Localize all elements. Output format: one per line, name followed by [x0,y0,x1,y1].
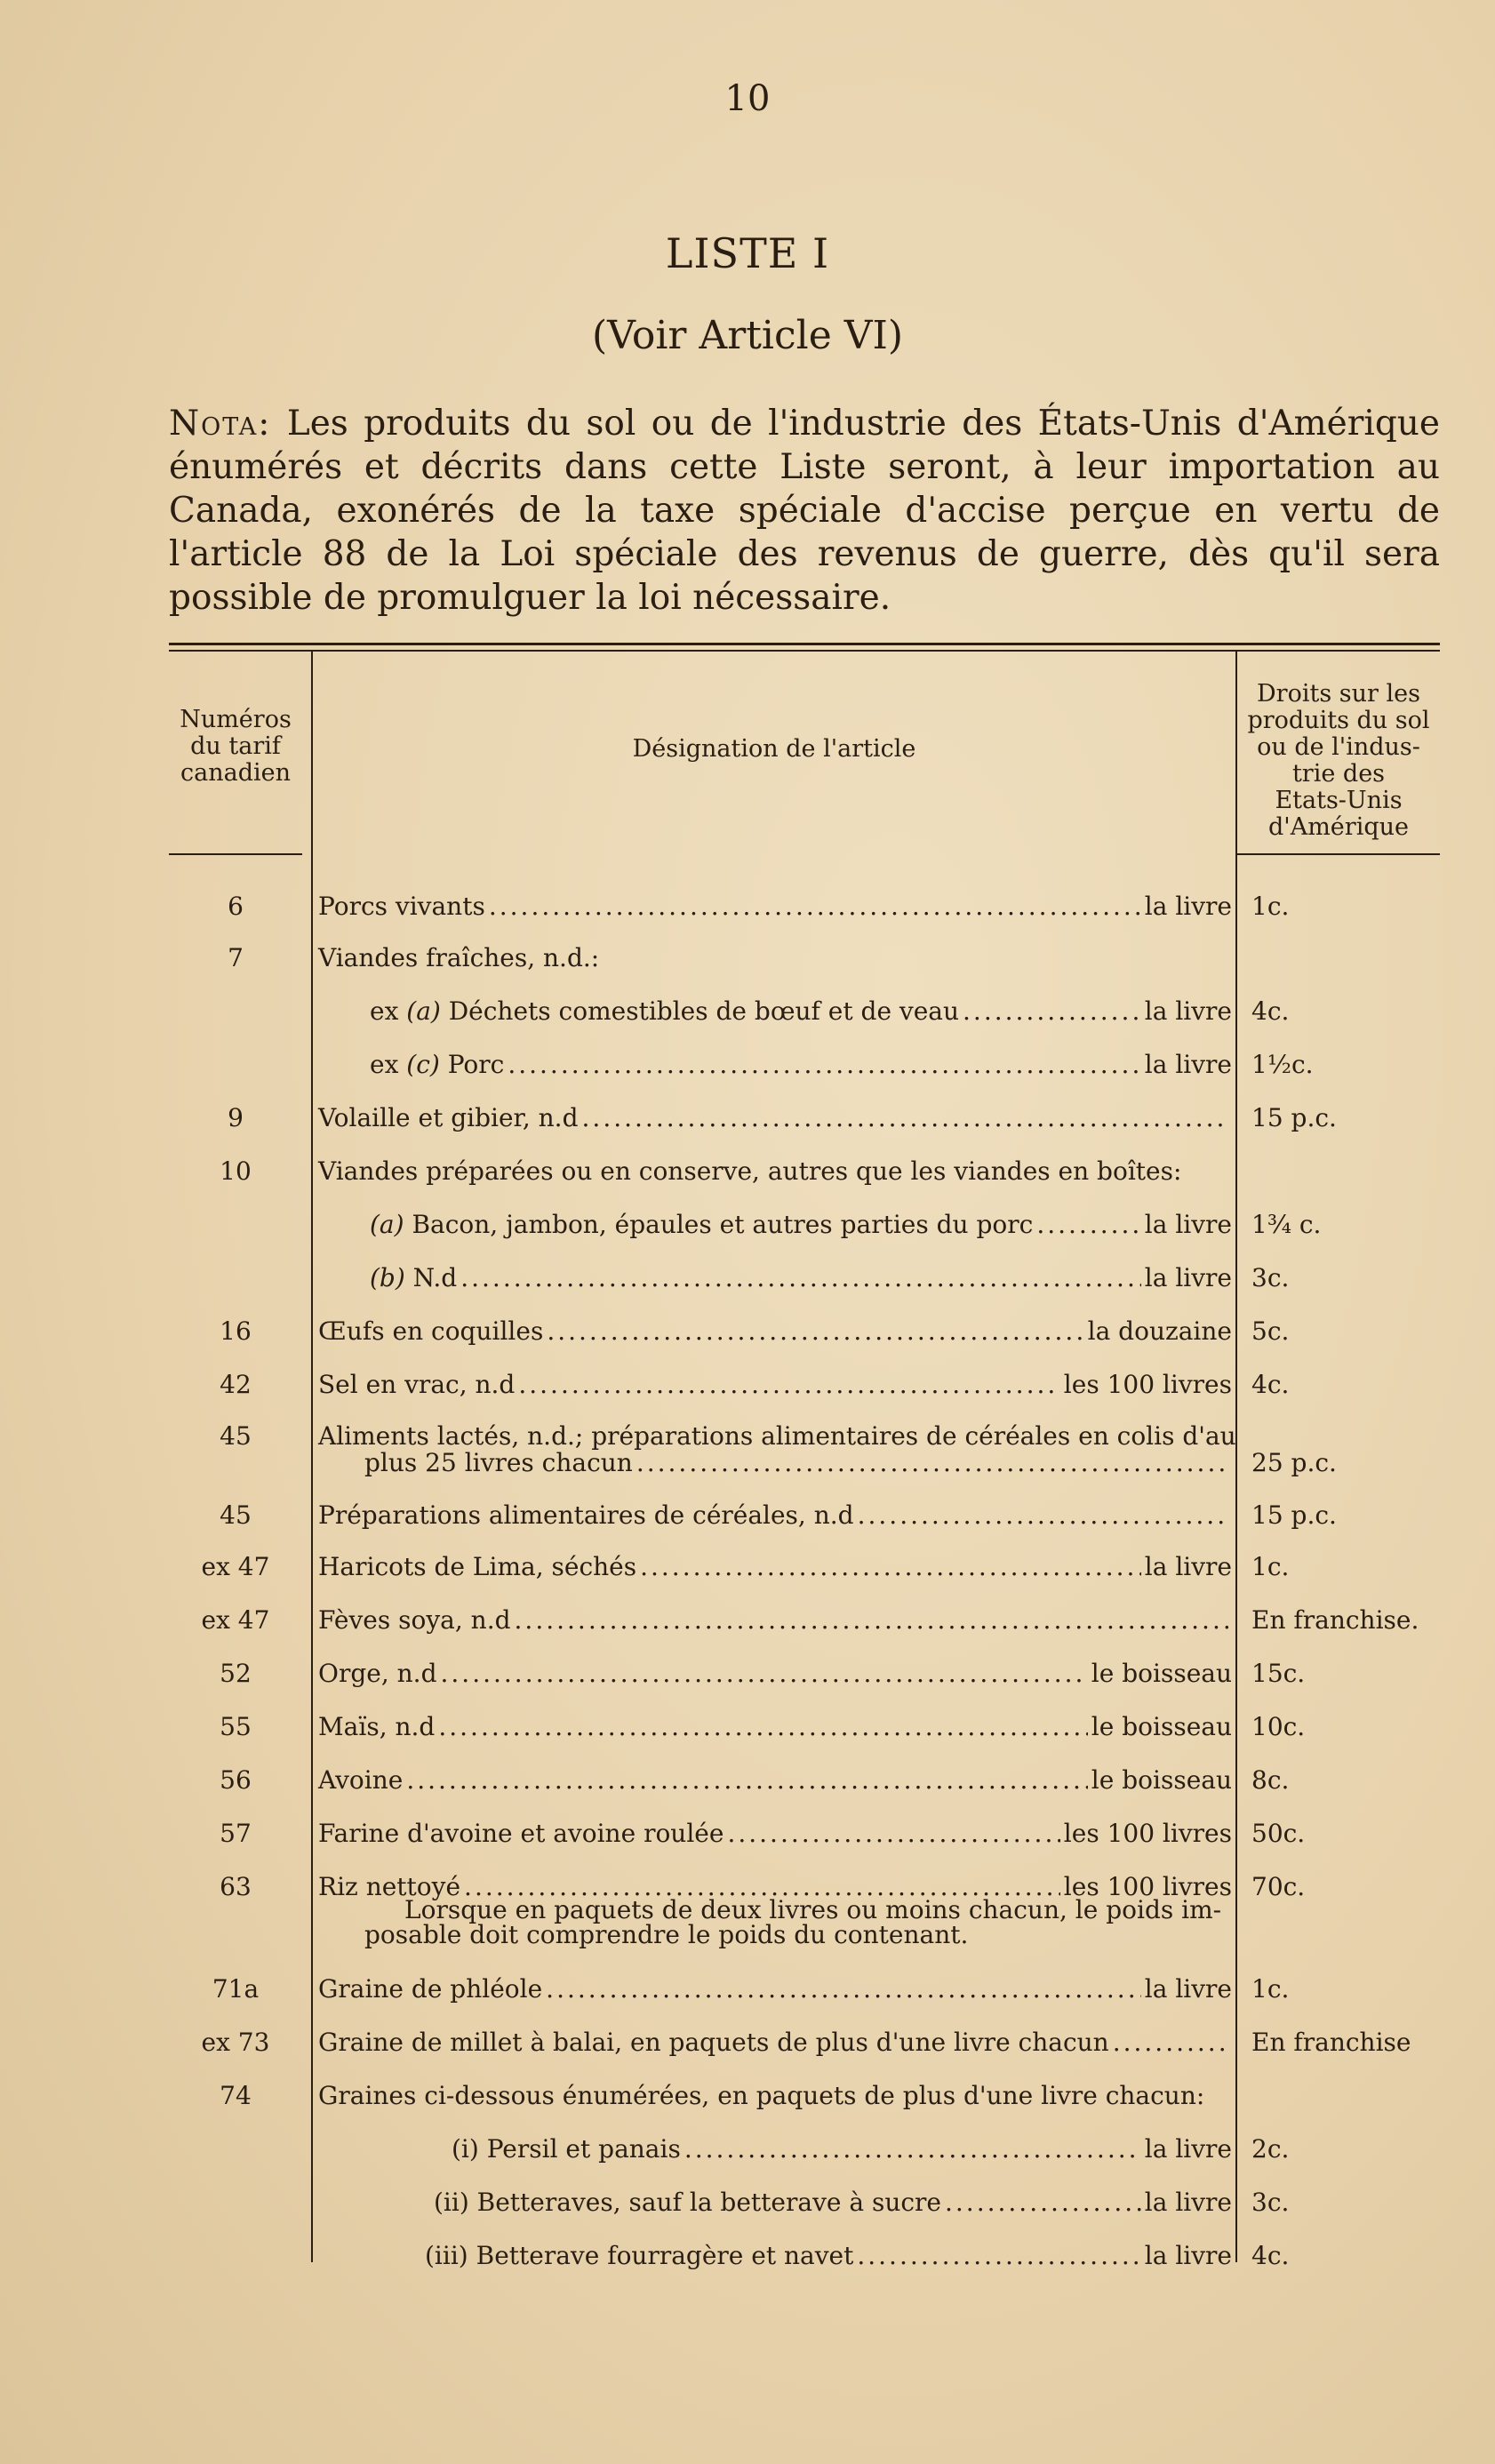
unit: les 100 livres [1063,1370,1232,1399]
designation-text: Graines ci-dessous énumérées, en paquets de plus d'une livre chacun: [318,2081,1205,2110]
header-line: Etats-Unis [1275,787,1403,814]
dot-leader [636,1450,1228,1476]
designation-text: (iii) Betterave fourragère et navet [425,2241,854,2270]
unit: le boisseau [1091,1712,1232,1741]
tariff-number: 7 [228,943,244,972]
dot-leader [489,893,1141,920]
unit: la livre [1144,2188,1232,2217]
designation-text: Farine d'avoine et avoine roulée [318,1819,724,1848]
designation-text: Viandes préparées ou en conserve, autres que les viandes en boîtes: [318,1156,1182,1186]
header-line: ou de l'indus- [1257,733,1420,761]
unit: la livre [1144,1974,1232,2004]
duty-rate: 50c. [1251,1819,1306,1848]
article-designation [318,1976,1232,2003]
nota-label: Nota: [169,404,272,444]
designation-text: Viandes fraîches, n.d.: [318,943,600,972]
nota-text: Les produits du sol ou de l'industrie des États-Unis d'Amérique énumérés et décrits dans cette Liste seront, à leur importation au Canada, exonérés de la taxe spéciale d'accise perçue en vertu de l'article 88 de la Loi spéciale des revenus de guerre, dès qu'il sera possible de promulguer la loi nécessaire. [169,404,1440,618]
dot-leader [508,1052,1140,1078]
designation-text: (i) Persil et panais [452,2134,681,2164]
article-designation-continued [364,1450,1232,1476]
tariff-number: 56 [220,1765,252,1795]
article-designation [370,998,1232,1025]
article-designation [370,1265,1232,1292]
designation-text: Graine de phléole [318,1974,543,2004]
header-rule-left [169,853,302,855]
tariff-number: 45 [220,1500,252,1530]
column-divider-1 [311,652,313,2262]
article-designation [318,2083,1232,2109]
duty-rate: 5c. [1251,1316,1290,1346]
unit: la livre [1144,1263,1232,1292]
page-subtitle: (Voir Article VI) [591,313,904,358]
designation-text: Sel en vrac, n.d [318,1370,516,1399]
unit: la livre [1144,2241,1232,2270]
header-line: produits du sol [1247,707,1430,734]
article-designation [318,1158,1232,1185]
article-designation [434,2189,1232,2216]
duty-rate: En franchise [1251,2028,1411,2057]
designation-text: Riz nettoyé [318,1872,461,1901]
article-designation [318,1554,1232,1580]
designation-prefix: ex [370,1050,407,1079]
designation-text: Volaille et gibier, n.d [318,1103,579,1132]
dot-leader [546,1976,1141,2003]
dot-leader [684,2136,1141,2163]
header-duties [1237,681,1440,841]
article-designation [370,1212,1232,1238]
dot-leader [406,1767,1087,1794]
unit: la livre [1144,892,1232,921]
column-divider-2 [1235,652,1237,2262]
designation-text: plus 25 livres chacun [364,1448,633,1477]
designation-text: Fèves soya, n.d [318,1605,511,1635]
dot-leader [640,1554,1141,1580]
duty-rate: 4c. [1251,2241,1290,2270]
header-tariff-number [169,707,302,787]
row-note: Lorsque en paquets de deux livres ou moins chacun, le poids im- [404,1895,1222,1924]
duty-rate: 3c. [1251,1263,1290,1292]
tariff-number: 71a [212,1974,260,2004]
unit: la livre [1144,1210,1232,1239]
dot-leader [963,998,1141,1025]
duty-rate: 4c. [1251,996,1290,1026]
designation-text: Orge, n.d [318,1659,437,1688]
unit: les 100 livres [1063,1872,1232,1901]
designation-letter: (a) [406,996,441,1026]
tariff-number: ex 73 [201,2028,270,2057]
article-designation [452,2136,1232,2163]
dot-leader [1036,1212,1140,1238]
tariff-number: 74 [220,2081,252,2110]
unit: les 100 livres [1063,1819,1232,1848]
header-line: Numéros [180,706,292,733]
tariff-number: 57 [220,1819,252,1848]
unit: le boisseau [1091,1659,1232,1688]
article-designation [318,1318,1232,1345]
article-designation [318,1820,1232,1847]
dot-leader [515,1607,1228,1634]
unit: la douzaine [1087,1316,1232,1346]
dot-leader [460,1265,1141,1292]
duty-rate: 1c. [1251,1974,1290,2004]
page-number: 10 [724,78,771,119]
tariff-number: 52 [220,1659,252,1688]
tariff-number: 16 [220,1316,252,1346]
duty-rate: 15 p.c. [1251,1103,1337,1132]
duty-rate: 8c. [1251,1765,1290,1795]
tariff-number: ex 47 [201,1605,270,1635]
duty-rate: En franchise. [1251,1605,1419,1635]
header-line: trie des [1291,760,1386,788]
tariff-number: ex 47 [201,1552,270,1581]
dot-leader [858,1502,1228,1529]
designation-letter: (a) [370,1210,404,1239]
article-designation [318,893,1232,920]
article-designation [425,2243,1232,2269]
duty-rate: 1½c. [1251,1050,1314,1079]
page-title: LISTE I [665,229,830,277]
tariff-number: 55 [220,1712,252,1741]
duty-rate: 2c. [1251,2134,1290,2164]
designation-letter: (b) [370,1263,405,1292]
duty-rate: 70c. [1251,1872,1306,1901]
article-designation [318,1767,1232,1794]
designation-text: Maïs, n.d [318,1712,436,1741]
article-designation [318,1372,1232,1398]
header-designation: Désignation de l'article [632,735,916,763]
designation-text: (ii) Betteraves, sauf la betterave à sucre [434,2188,941,2217]
designation-text: Œufs en coquilles [318,1316,544,1346]
designation-letter: (c) [406,1050,440,1079]
tariff-number: 45 [220,1421,252,1451]
unit: la livre [1144,1050,1232,1079]
table-top-rule [169,643,1440,645]
duty-rate: 3c. [1251,2188,1290,2217]
article-designation [318,1105,1232,1132]
designation-text: Bacon, jambon, épaules et autres parties du porc [404,1210,1034,1239]
header-line: Droits sur les [1257,680,1420,708]
header-line: du tarif [190,732,281,760]
tariff-number: 63 [220,1872,252,1901]
header-rule-right [1235,853,1440,855]
duty-rate: 1c. [1251,1552,1290,1581]
dot-leader [518,1372,1059,1398]
designation-text: Aliments lactés, n.d.; préparations alimentaires de céréales en colis d'au [318,1421,1236,1451]
dot-leader [727,1820,1059,1847]
article-designation [318,1660,1232,1687]
article-designation [370,1052,1232,1078]
duty-rate: 4c. [1251,1370,1290,1399]
header-line: canadien [180,759,291,787]
designation-text: Graine de millet à balai, en paquets de plus d'une livre chacun [318,2028,1109,2057]
dot-leader [438,1714,1087,1740]
duty-rate: 10c. [1251,1712,1306,1741]
header-line: d'Amérique [1268,813,1409,841]
unit: la livre [1144,996,1232,1026]
article-designation [318,2029,1232,2056]
designation-text: Porcs vivants [318,892,485,921]
designation-prefix: ex [370,996,407,1026]
tariff-number: 6 [228,892,244,921]
duty-rate: 25 p.c. [1251,1448,1337,1477]
dot-leader [1113,2029,1228,2056]
tariff-number: 42 [220,1370,252,1399]
duty-rate: 1¾ c. [1251,1210,1322,1239]
designation-text: N.d [404,1263,458,1292]
designation-text: Préparations alimentaires de céréales, n.d [318,1500,854,1530]
designation-text: Porc [439,1050,505,1079]
tariff-number: 9 [228,1103,244,1132]
tariff-number: 10 [220,1156,252,1186]
article-designation [318,1502,1232,1529]
nota-paragraph [169,402,1440,620]
dot-leader [547,1318,1083,1345]
article-designation [318,945,1232,972]
designation-text: Déchets comestibles de bœuf et de veau [440,996,960,1026]
article-designation [318,1421,1236,1451]
dot-leader [441,1660,1088,1687]
unit: la livre [1144,2134,1232,2164]
duty-rate: 1c. [1251,892,1290,921]
table-top-rule-2 [169,650,1440,652]
duty-rate: 15c. [1251,1659,1306,1688]
dot-leader [945,2189,1141,2216]
duty-rate: 15 p.c. [1251,1500,1337,1530]
unit: le boisseau [1091,1765,1232,1795]
row-note: posable doit comprendre le poids du contenant. [364,1920,969,1949]
designation-text: Avoine [318,1765,404,1795]
designation-text: Haricots de Lima, séchés [318,1552,637,1581]
article-designation [318,1714,1232,1740]
dot-leader [857,2243,1140,2269]
article-designation [318,1607,1232,1634]
dot-leader [582,1105,1228,1132]
unit: la livre [1144,1552,1232,1581]
